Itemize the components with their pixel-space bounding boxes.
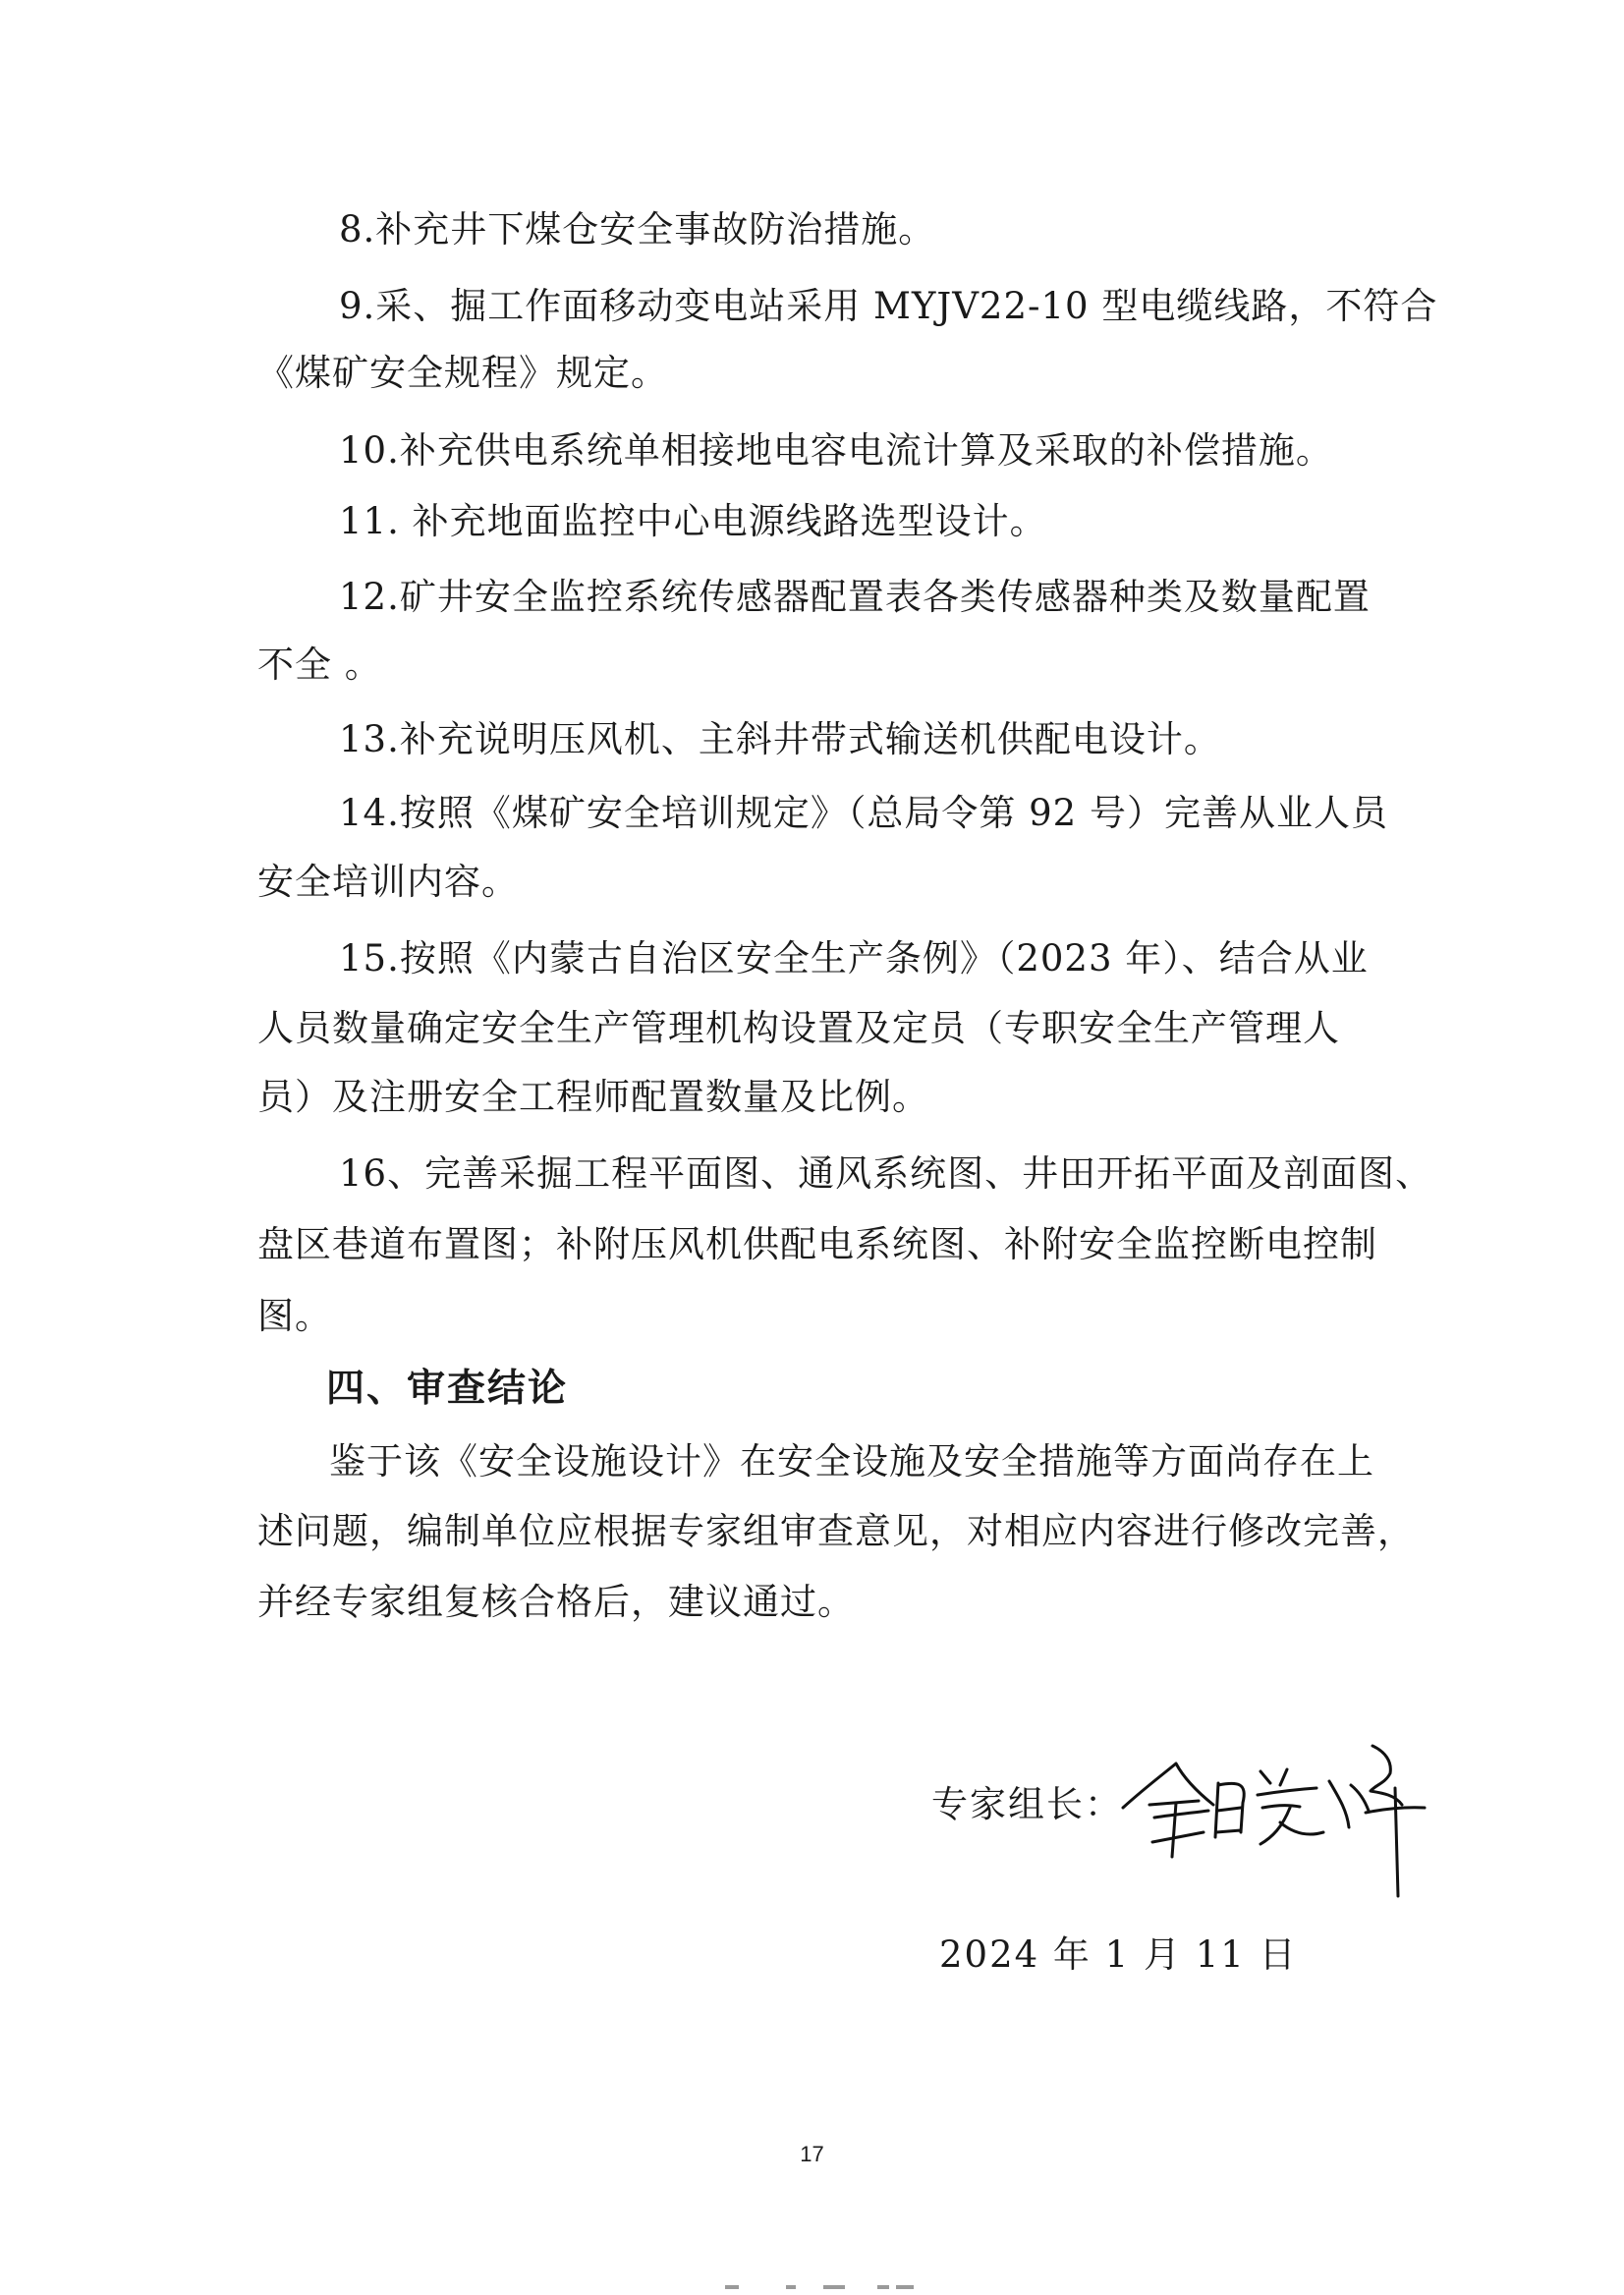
handwritten-signature — [1115, 1734, 1429, 1901]
item-15-line-3: 员）及注册安全工程师配置数量及比例。 — [257, 1076, 929, 1118]
item-10: 10.补充供电系统单相接地电容电流计算及采取的补偿措施。 — [339, 429, 1333, 472]
item-14-line-1: 14.按照《煤矿安全培训规定》（总局令第 92 号）完善从业人员 — [339, 792, 1388, 834]
item-16-line-3: 图。 — [257, 1295, 332, 1337]
item-12-line-1: 12.矿井安全监控系统传感器配置表各类传感器种类及数量配置 — [339, 576, 1371, 618]
item-8: 8.补充井下煤仓安全事故防治措施。 — [339, 208, 936, 251]
conclusion-line-1: 鉴于该《安全设施设计》在安全设施及安全措施等方面尚存在上 — [329, 1440, 1374, 1483]
item-9-line-1: 9.采、掘工作面移动变电站采用 MYJV22-10 型电缆线路，不符合 — [339, 285, 1438, 327]
page-number: 17 — [800, 2142, 824, 2166]
signature-label: 专家组长： — [931, 1783, 1123, 1825]
item-13: 13.补充说明压风机、主斜井带式输送机供配电设计。 — [339, 718, 1221, 760]
item-11: 11. 补充地面监控中心电源线路选型设计。 — [339, 500, 1047, 542]
scan-edge-artifacts — [0, 2277, 1624, 2295]
item-16-line-2: 盘区巷道布置图；补附压风机供配电系统图、补附安全监控断电控制 — [257, 1223, 1377, 1265]
item-14-line-2: 安全培训内容。 — [257, 861, 519, 903]
item-12-line-2: 不全 。 — [257, 644, 382, 686]
section-heading: 四、审查结论 — [326, 1367, 569, 1411]
signature-date: 2024 年 1 月 11 日 — [939, 1933, 1298, 1976]
item-15-line-1: 15.按照《内蒙古自治区安全生产条例》（2023 年）、结合从业 — [339, 937, 1369, 980]
item-15-line-2: 人员数量确定安全生产管理机构设置及定员（专职安全生产管理人 — [257, 1007, 1340, 1049]
conclusion-line-3: 并经专家组复核合格后，建议通过。 — [257, 1581, 855, 1623]
conclusion-line-2: 述问题，编制单位应根据专家组审查意见，对相应内容进行修改完善， — [257, 1510, 1415, 1552]
item-9-line-2: 《煤矿安全规程》规定。 — [257, 352, 668, 394]
item-16-line-1: 16、完善采掘工程平面图、通风系统图、井田开拓平面及剖面图、 — [339, 1152, 1433, 1195]
